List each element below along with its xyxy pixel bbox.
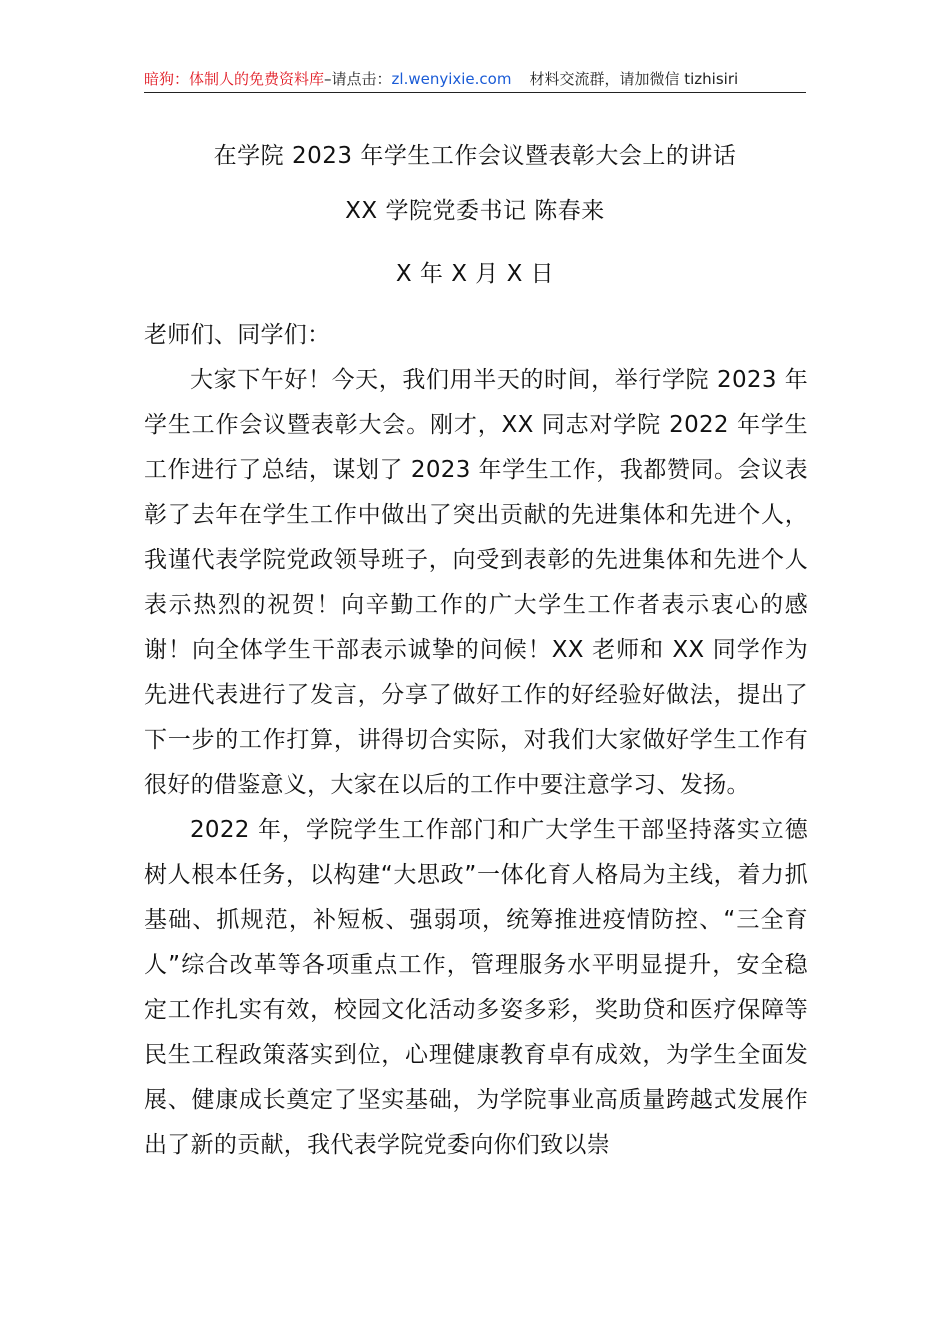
doc-body bbox=[144, 313, 808, 1168]
header-contact: 材料交流群，请加微信 tizhisiri bbox=[529, 70, 739, 88]
doc-date: X 年 X 月 X 日 bbox=[395, 261, 555, 287]
salutation: 老师们、同学们： bbox=[144, 322, 331, 348]
page-header bbox=[144, 66, 806, 93]
header-prompt: –请点击： bbox=[324, 70, 392, 88]
paragraph: 大家下午好！今天，我们用半天的时间，举行学院 2023 年学生工作会议暨表彰大会。刚才，XX 同志对学院 2022 年学生工作进行了总结，谋划了 2023 年学生工作，我都赞同。会议表彰了去年在学生工作中做出了突出贡献的先进集体和先进个人，我谨代表学院党政领导班子，向受到表彰的先进集体和先进个人表示热烈的祝贺！向辛勤工作的广大学生工作者表示衷心的感谢！向全体学生干部表示诚挚的问候！XX 老师和 XX 同学作为先进代表进行了发言，分享了做好工作的好经验好做法，提出了下一步的工作打算，讲得切合实际，对我们大家做好学生工作有很好的借鉴意义，大家在以后的工作中要注意学习、发扬。 bbox=[144, 367, 808, 798]
paragraph: 2022 年，学院学生工作部门和广大学生干部坚持落实立德树人根本任务，以构建“大思政”一体化育人格局为主线，着力抓基础、抓规范，补短板、强弱项，统筹推进疫情防控、“三全育人”综合改革等各项重点工作，管理服务水平明显提升，安全稳定工作扎实有效，校园文化活动多姿多彩，奖助贷和医疗保障等民生工程政策落实到位，心理健康教育卓有成效，为学生全面发展、健康成长奠定了坚实基础，为学院事业高质量跨越式发展作出了新的贡献，我代表学院党委向你们致以崇 bbox=[144, 817, 808, 1158]
doc-title: 在学院 2023 年学生工作会议暨表彰大会上的讲话 bbox=[213, 143, 737, 169]
doc-author: XX 学院党委书记 陈春来 bbox=[345, 198, 605, 224]
header-link[interactable]: zl.wenyixie.com bbox=[391, 70, 512, 88]
header-brand: 暗狗：体制人的免费资料库 bbox=[144, 70, 325, 88]
